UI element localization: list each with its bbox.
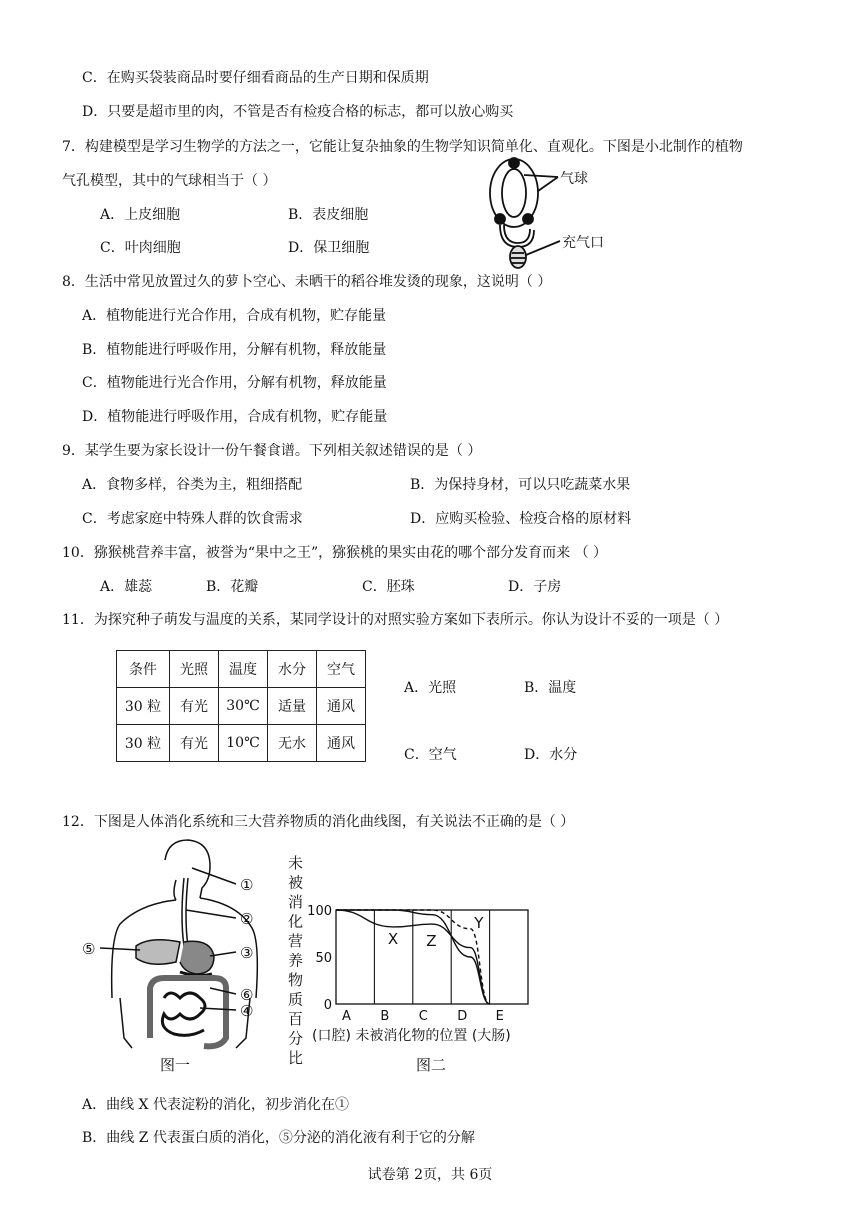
label-balloon: 气球 <box>560 171 588 187</box>
x-tick-label: D <box>457 1009 468 1024</box>
q11-option-b: B．温度 <box>524 680 577 696</box>
y-axis-label-char: 分 <box>288 1029 304 1048</box>
q9-stem: 9．某学生要为家长设计一份午餐食谱。下列相关叙述错误的是（ ） <box>62 443 482 459</box>
q6-option-c: C．在购买袋装商品时要仔细看商品的生产日期和保质期 <box>82 70 429 86</box>
digestion-curve-chart <box>284 852 574 1077</box>
label-5: ⑤ <box>82 940 96 958</box>
y-axis-label-char: 比 <box>288 1049 304 1067</box>
y-axis-label-char: 未 <box>288 854 304 872</box>
label-6: ⑥ <box>240 986 254 1004</box>
q12-option-b: B．曲线 Z 代表蛋白质的消化，⑤分泌的消化液有利于它的分解 <box>82 1130 475 1146</box>
fig2-caption: 图二 <box>416 1056 447 1074</box>
digestive-system-figure <box>80 838 280 1078</box>
table-cell: 30 粒 <box>117 725 170 762</box>
q7-option-a: A．上皮细胞 <box>100 207 181 223</box>
q7-stem-line1: 7．构建模型是学习生物学的方法之一，它能让复杂抽象的生物学知识简单化、直观化。下图是小北制作的植物 <box>62 139 743 155</box>
table-cell: 30℃ <box>219 688 268 725</box>
table-header-cell: 温度 <box>219 651 268 688</box>
q8-option-b: B．植物能进行呼吸作用，分解有机物，释放能量 <box>82 342 387 358</box>
label-inlet: 充气口 <box>562 235 604 251</box>
q9-option-d: D．应购买检验、检疫合格的原材料 <box>410 511 632 527</box>
q10-stem: 10．猕猴桃营养丰富，被誉为“果中之王”，猕猴桃的果实由花的哪个部分发育而来 （ ） <box>62 545 608 561</box>
table-cell: 有光 <box>170 725 219 762</box>
q7-option-b: B．表皮细胞 <box>288 207 369 223</box>
q9-option-c: C．考虑家庭中特殊人群的饮食需求 <box>82 511 303 527</box>
label-2: ② <box>240 910 254 928</box>
label-1: ① <box>240 876 254 894</box>
table-cell: 通风 <box>317 725 366 762</box>
y-axis-label-char: 养 <box>288 951 304 970</box>
y-tick-label: 50 <box>315 951 332 966</box>
table-cell: 30 粒 <box>117 688 170 725</box>
series-label-y: Y <box>474 914 484 932</box>
y-axis-label-char: 质 <box>288 990 304 1009</box>
fig1-caption: 图一 <box>160 1056 191 1074</box>
q8-option-d: D．植物能进行呼吸作用，合成有机物，贮存能量 <box>82 409 388 425</box>
q7-option-d: D．保卫细胞 <box>288 240 370 256</box>
q6-option-d: D．只要是超市里的肉，不管是否有检疫合格的标志，都可以放心购买 <box>82 104 514 120</box>
experiment-table <box>116 650 366 762</box>
x-tick-label: A <box>342 1009 351 1024</box>
y-axis-label-char: 消 <box>288 893 304 911</box>
table-cell: 通风 <box>317 688 366 725</box>
table-cell: 10℃ <box>219 725 268 762</box>
table-header-cell: 光照 <box>170 651 219 688</box>
table-header-cell: 空气 <box>317 651 366 688</box>
y-axis-label-char: 化 <box>288 912 304 931</box>
q7-option-c: C．叶肉细胞 <box>100 240 181 256</box>
y-axis-label-char: 营 <box>288 932 304 950</box>
q11-option-d: D．水分 <box>524 747 578 763</box>
table-header-cell: 水分 <box>268 651 317 688</box>
x-axis-label: (口腔) 未被消化物的位置 (大肠) <box>312 1028 511 1044</box>
y-axis-label-char: 百 <box>288 1010 304 1028</box>
q10-option-d: D．子房 <box>508 579 562 595</box>
table-header-row <box>117 651 366 688</box>
table-header-cell: 条件 <box>117 651 170 688</box>
q9-option-b: B．为保持身材，可以只吃蔬菜水果 <box>410 477 631 493</box>
q10-option-a: A．雄蕊 <box>100 579 153 595</box>
q11-option-a: A．光照 <box>404 680 457 696</box>
y-axis-label-char: 物 <box>288 971 304 989</box>
table-cell: 有光 <box>170 688 219 725</box>
q7-stem-line2: 气孔模型，其中的气球相当于（ ） <box>62 173 277 189</box>
y-tick-label: 100 <box>307 904 332 919</box>
x-tick-label: B <box>380 1009 390 1024</box>
series-label-x: X <box>387 930 399 948</box>
series-label-z: Z <box>426 932 437 950</box>
x-tick-label: C <box>418 1009 428 1024</box>
table-cell: 适量 <box>268 688 317 725</box>
q11-option-c: C．空气 <box>404 747 457 763</box>
q9-option-a: A．食物多样，谷类为主，粗细搭配 <box>82 477 303 493</box>
x-tick-label: E <box>495 1009 504 1024</box>
y-tick-label: 0 <box>323 998 332 1013</box>
q8-stem: 8．生活中常见放置过久的萝卜空心、未晒干的稻谷堆发烫的现象，这说明（ ） <box>62 274 552 290</box>
label-4: ④ <box>240 1002 254 1020</box>
q12-option-a: A．曲线 X 代表淀粉的消化，初步消化在① <box>82 1097 349 1113</box>
q12-stem: 12．下图是人体消化系统和三大营养物质的消化曲线图，有关说法不正确的是（ ） <box>62 814 575 830</box>
table-row <box>117 688 366 725</box>
table-row <box>117 725 366 762</box>
q8-option-a: A．植物能进行光合作用，合成有机物，贮存能量 <box>82 308 387 324</box>
q8-option-c: C．植物能进行光合作用，分解有机物，释放能量 <box>82 375 387 391</box>
q10-option-c: C．胚珠 <box>362 579 415 595</box>
table-cell: 无水 <box>268 725 317 762</box>
q11-stem: 11．为探究种子萌发与温度的关系，某同学设计的对照实验方案如下表所示。你认为设计不妥的一项是（ ） <box>62 612 729 628</box>
page-footer: 试卷第 2页，共 6页 <box>367 1167 493 1183</box>
label-3: ③ <box>240 944 254 962</box>
q10-option-b: B．花瓣 <box>206 579 259 595</box>
stomata-model-figure <box>478 155 638 270</box>
y-axis-label-char: 被 <box>288 873 304 892</box>
